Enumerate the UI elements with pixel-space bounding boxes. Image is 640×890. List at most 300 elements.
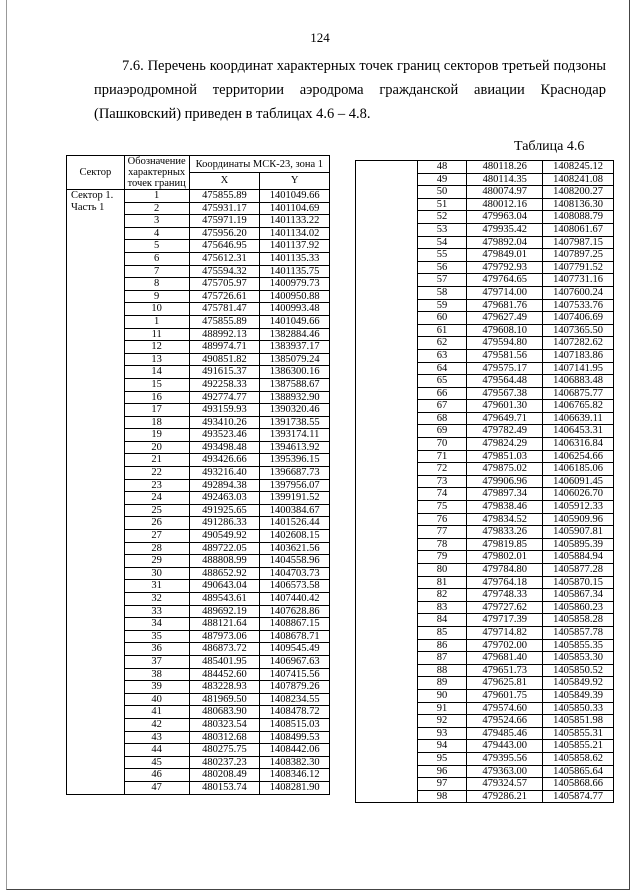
table-row: [356, 387, 614, 400]
point-number-cell: 47: [124, 781, 189, 794]
y-coordinate-cell: 1408245.12: [543, 161, 614, 174]
y-coordinate-cell: 1408281.90: [260, 781, 330, 794]
point-number-cell: 30: [124, 567, 189, 580]
y-coordinate-cell: 1406573.58: [260, 580, 330, 593]
table-row: [67, 190, 330, 203]
table-row: [356, 727, 614, 740]
x-coordinate-cell: 479681.76: [467, 299, 543, 312]
table-row: [356, 186, 614, 199]
sector-cell-empty: [356, 576, 418, 589]
point-number-cell: 73: [417, 475, 467, 488]
header-coords: Координаты МСК-23, зона 1: [189, 156, 329, 173]
y-coordinate-cell: 1408499.53: [260, 731, 330, 744]
table-row: [356, 639, 614, 652]
y-coordinate-cell: 1406967.63: [260, 655, 330, 668]
x-coordinate-cell: 479834.52: [467, 513, 543, 526]
y-coordinate-cell: 1388932.90: [260, 391, 330, 404]
sector-cell-empty: [356, 551, 418, 564]
x-coordinate-cell: 493216.40: [189, 467, 260, 480]
y-coordinate-cell: 1407282.62: [543, 337, 614, 350]
sector-cell-empty: [356, 223, 418, 236]
sector-cell-empty: [356, 387, 418, 400]
point-number-cell: 95: [417, 752, 467, 765]
x-coordinate-cell: 479717.39: [467, 614, 543, 627]
table-row: [356, 198, 614, 211]
point-number-cell: 11: [124, 328, 189, 341]
x-coordinate-cell: 479363.00: [467, 765, 543, 778]
point-number-cell: 42: [124, 718, 189, 731]
x-coordinate-cell: 479702.00: [467, 639, 543, 652]
y-coordinate-cell: 1407365.50: [543, 324, 614, 337]
point-number-cell: 71: [417, 450, 467, 463]
y-coordinate-cell: 1408515.03: [260, 718, 330, 731]
y-coordinate-cell: 1407600.24: [543, 286, 614, 299]
point-number-cell: 16: [124, 391, 189, 404]
left-table-body: [67, 190, 330, 795]
y-coordinate-cell: 1407533.76: [543, 299, 614, 312]
sector-cell-empty: [356, 261, 418, 274]
point-number-cell: 49: [417, 173, 467, 186]
sector-cell-empty: [356, 286, 418, 299]
x-coordinate-cell: 480074.97: [467, 186, 543, 199]
point-number-cell: 27: [124, 530, 189, 543]
point-number-cell: 57: [417, 274, 467, 287]
y-coordinate-cell: 1397956.07: [260, 479, 330, 492]
table-row: [356, 689, 614, 702]
point-number-cell: 38: [124, 668, 189, 681]
x-coordinate-cell: 479286.21: [467, 790, 543, 803]
x-coordinate-cell: 488121.64: [189, 618, 260, 631]
y-coordinate-cell: 1406883.48: [543, 375, 614, 388]
x-coordinate-cell: 490643.04: [189, 580, 260, 593]
table-row: [356, 249, 614, 262]
y-coordinate-cell: 1406254.66: [543, 450, 614, 463]
x-coordinate-cell: 480323.54: [189, 718, 260, 731]
y-coordinate-cell: 1405865.64: [543, 765, 614, 778]
x-coordinate-cell: 475956.20: [189, 227, 260, 240]
x-coordinate-cell: 489692.19: [189, 605, 260, 618]
sector-cell-empty: [356, 752, 418, 765]
sector-cell-empty: [356, 689, 418, 702]
sector-cell-empty: [356, 564, 418, 577]
sector-cell-empty: [356, 438, 418, 451]
sector-cell-empty: [356, 589, 418, 602]
point-number-cell: 75: [417, 501, 467, 514]
point-number-cell: 59: [417, 299, 467, 312]
x-coordinate-cell: 488652.92: [189, 567, 260, 580]
y-coordinate-cell: 1400993.48: [260, 303, 330, 316]
x-coordinate-cell: 492774.77: [189, 391, 260, 404]
y-coordinate-cell: 1404558.96: [260, 555, 330, 568]
x-coordinate-cell: 479792.93: [467, 261, 543, 274]
table-row: [356, 412, 614, 425]
table-row: [356, 551, 614, 564]
point-number-cell: 56: [417, 261, 467, 274]
table-row: [356, 626, 614, 639]
sector-cell-empty: [356, 362, 418, 375]
y-coordinate-cell: 1386300.16: [260, 366, 330, 379]
table-row: [356, 450, 614, 463]
y-coordinate-cell: 1405855.35: [543, 639, 614, 652]
sector-cell-empty: [356, 375, 418, 388]
x-coordinate-cell: 492463.03: [189, 492, 260, 505]
table-row: [356, 664, 614, 677]
y-coordinate-cell: 1401526.44: [260, 517, 330, 530]
sector-cell-empty: [356, 664, 418, 677]
x-coordinate-cell: 492258.33: [189, 378, 260, 391]
table-row: [356, 677, 614, 690]
y-coordinate-cell: 1408442.06: [260, 744, 330, 757]
sector-cell-empty: [356, 778, 418, 791]
sector-cell-empty: [356, 501, 418, 514]
x-coordinate-cell: 475612.31: [189, 252, 260, 265]
x-coordinate-cell: 479651.73: [467, 664, 543, 677]
point-number-cell: 69: [417, 425, 467, 438]
x-coordinate-cell: 479764.65: [467, 274, 543, 287]
sector-cell-empty: [356, 526, 418, 539]
sector-cell-empty: [356, 211, 418, 224]
x-coordinate-cell: 475594.32: [189, 265, 260, 278]
point-number-cell: 72: [417, 463, 467, 476]
x-coordinate-cell: 479681.40: [467, 652, 543, 665]
heading-line-1: 7.6. Перечень координат характерных точек границ секторов третьей подзоны: [122, 58, 606, 74]
point-number-cell: 22: [124, 467, 189, 480]
x-coordinate-cell: 475646.95: [189, 240, 260, 253]
x-coordinate-cell: 479838.46: [467, 501, 543, 514]
y-coordinate-cell: 1408241.08: [543, 173, 614, 186]
sector-cell-empty: [356, 274, 418, 287]
point-number-cell: 93: [417, 727, 467, 740]
x-coordinate-cell: 479443.00: [467, 740, 543, 753]
point-number-cell: 17: [124, 404, 189, 417]
sector-cell-empty: [356, 626, 418, 639]
table-row: [356, 475, 614, 488]
point-number-cell: 90: [417, 689, 467, 702]
x-coordinate-cell: 479782.49: [467, 425, 543, 438]
sector-cell-empty: [356, 488, 418, 501]
x-coordinate-cell: 480012.16: [467, 198, 543, 211]
x-coordinate-cell: 480118.26: [467, 161, 543, 174]
point-number-cell: 10: [124, 303, 189, 316]
y-coordinate-cell: 1408200.27: [543, 186, 614, 199]
point-number-cell: 20: [124, 441, 189, 454]
x-coordinate-cell: 479395.56: [467, 752, 543, 765]
x-coordinate-cell: 479784.80: [467, 564, 543, 577]
y-coordinate-cell: 1402608.15: [260, 530, 330, 543]
table-row: [356, 261, 614, 274]
point-number-cell: 65: [417, 375, 467, 388]
y-coordinate-cell: 1393174.11: [260, 429, 330, 442]
sector-cell-empty: [356, 161, 418, 174]
x-coordinate-cell: 475855.89: [189, 190, 260, 203]
table-row: [356, 501, 614, 514]
x-coordinate-cell: 480275.75: [189, 744, 260, 757]
point-number-cell: 66: [417, 387, 467, 400]
table-row: [356, 236, 614, 249]
x-coordinate-cell: 479594.80: [467, 337, 543, 350]
y-coordinate-cell: 1405860.23: [543, 601, 614, 614]
y-coordinate-cell: 1401134.02: [260, 227, 330, 240]
point-number-cell: 52: [417, 211, 467, 224]
point-number-cell: 80: [417, 564, 467, 577]
y-coordinate-cell: 1406091.45: [543, 475, 614, 488]
table-row: [356, 601, 614, 614]
x-coordinate-cell: 479963.04: [467, 211, 543, 224]
table-row: [356, 362, 614, 375]
y-coordinate-cell: 1382884.46: [260, 328, 330, 341]
y-coordinate-cell: 1406185.06: [543, 463, 614, 476]
point-number-cell: 54: [417, 236, 467, 249]
point-number-cell: 68: [417, 412, 467, 425]
x-coordinate-cell: 488808.99: [189, 555, 260, 568]
point-number-cell: 92: [417, 715, 467, 728]
y-coordinate-cell: 1403621.56: [260, 542, 330, 555]
y-coordinate-cell: 1405858.28: [543, 614, 614, 627]
coordinates-table-left: [66, 155, 330, 795]
y-coordinate-cell: 1400384.67: [260, 504, 330, 517]
x-coordinate-cell: 479567.38: [467, 387, 543, 400]
x-coordinate-cell: 479627.49: [467, 312, 543, 325]
point-number-cell: 82: [417, 589, 467, 602]
point-number-cell: 8: [124, 278, 189, 291]
y-coordinate-cell: 1401104.69: [260, 202, 330, 215]
sector-cell: Сектор 1. Часть 1: [67, 190, 125, 795]
x-coordinate-cell: 489722.05: [189, 542, 260, 555]
point-number-cell: 33: [124, 605, 189, 618]
x-coordinate-cell: 475705.97: [189, 278, 260, 291]
x-coordinate-cell: 493426.66: [189, 454, 260, 467]
x-coordinate-cell: 479802.01: [467, 551, 543, 564]
sector-cell-empty: [356, 740, 418, 753]
point-number-cell: 5: [124, 240, 189, 253]
x-coordinate-cell: 489974.71: [189, 341, 260, 354]
sector-cell-empty: [356, 790, 418, 803]
y-coordinate-cell: 1407731.16: [543, 274, 614, 287]
point-number-cell: 13: [124, 353, 189, 366]
y-coordinate-cell: 1405870.15: [543, 576, 614, 589]
point-number-cell: 34: [124, 618, 189, 631]
sector-cell-empty: [356, 614, 418, 627]
y-coordinate-cell: 1394613.92: [260, 441, 330, 454]
y-coordinate-cell: 1405867.34: [543, 589, 614, 602]
point-number-cell: 43: [124, 731, 189, 744]
point-number-cell: 23: [124, 479, 189, 492]
y-coordinate-cell: 1401137.92: [260, 240, 330, 253]
y-coordinate-cell: 1405895.39: [543, 538, 614, 551]
heading-line-3: (Пашковский) приведен в таблицах 4.6 – 4.8.: [94, 106, 371, 122]
point-number-cell: 1: [124, 190, 189, 203]
point-number-cell: 74: [417, 488, 467, 501]
x-coordinate-cell: 480114.35: [467, 173, 543, 186]
point-number-cell: 21: [124, 454, 189, 467]
y-coordinate-cell: 1406875.77: [543, 387, 614, 400]
x-coordinate-cell: 479875.02: [467, 463, 543, 476]
x-coordinate-cell: 479608.10: [467, 324, 543, 337]
sector-cell-empty: [356, 601, 418, 614]
x-coordinate-cell: 479625.81: [467, 677, 543, 690]
sector-cell-empty: [356, 450, 418, 463]
sector-cell-empty: [356, 299, 418, 312]
header-y: Y: [260, 173, 330, 190]
x-coordinate-cell: 493523.46: [189, 429, 260, 442]
sector-cell-empty: [356, 652, 418, 665]
sector-cell-empty: [356, 463, 418, 476]
right-table-body: [356, 161, 614, 803]
point-number-cell: 86: [417, 639, 467, 652]
x-coordinate-cell: 479324.57: [467, 778, 543, 791]
point-number-cell: 50: [417, 186, 467, 199]
point-number-cell: 9: [124, 290, 189, 303]
point-number-cell: 28: [124, 542, 189, 555]
y-coordinate-cell: 1408234.55: [260, 693, 330, 706]
sector-cell-empty: [356, 337, 418, 350]
point-number-cell: 87: [417, 652, 467, 665]
y-coordinate-cell: 1408867.15: [260, 618, 330, 631]
sector-cell-empty: [356, 425, 418, 438]
table-row: [356, 589, 614, 602]
x-coordinate-cell: 491286.33: [189, 517, 260, 530]
table-row: [356, 299, 614, 312]
point-number-cell: 26: [124, 517, 189, 530]
sector-cell-empty: [356, 312, 418, 325]
table-row: [356, 223, 614, 236]
x-coordinate-cell: 479581.56: [467, 349, 543, 362]
sector-cell-empty: [356, 198, 418, 211]
point-number-cell: 41: [124, 706, 189, 719]
sector-cell-empty: [356, 727, 418, 740]
table-row: [356, 702, 614, 715]
y-coordinate-cell: 1405850.52: [543, 664, 614, 677]
x-coordinate-cell: 475726.61: [189, 290, 260, 303]
table-row: [356, 576, 614, 589]
y-coordinate-cell: 1395396.15: [260, 454, 330, 467]
x-coordinate-cell: 479819.85: [467, 538, 543, 551]
sector-cell-empty: [356, 412, 418, 425]
x-coordinate-cell: 483228.93: [189, 681, 260, 694]
y-coordinate-cell: 1407879.26: [260, 681, 330, 694]
x-coordinate-cell: 486873.72: [189, 643, 260, 656]
table-row: [356, 790, 614, 803]
point-number-cell: 76: [417, 513, 467, 526]
x-coordinate-cell: 488992.13: [189, 328, 260, 341]
y-coordinate-cell: 1407987.15: [543, 236, 614, 249]
x-coordinate-cell: 493498.48: [189, 441, 260, 454]
point-number-cell: 48: [417, 161, 467, 174]
point-number-cell: 94: [417, 740, 467, 753]
y-coordinate-cell: 1405884.94: [543, 551, 614, 564]
table-row: [356, 752, 614, 765]
y-coordinate-cell: 1387588.67: [260, 378, 330, 391]
table-row: [356, 211, 614, 224]
x-coordinate-cell: 490549.92: [189, 530, 260, 543]
y-coordinate-cell: 1408346.12: [260, 769, 330, 782]
x-coordinate-cell: 493410.26: [189, 416, 260, 429]
table-row: [356, 488, 614, 501]
table-row: [356, 765, 614, 778]
point-number-cell: 64: [417, 362, 467, 375]
table-row: [356, 526, 614, 539]
table-row: [356, 312, 614, 325]
y-coordinate-cell: 1407406.69: [543, 312, 614, 325]
table-row: [356, 513, 614, 526]
x-coordinate-cell: 479574.60: [467, 702, 543, 715]
y-coordinate-cell: 1405909.96: [543, 513, 614, 526]
table-row: [356, 161, 614, 174]
x-coordinate-cell: 487973.06: [189, 630, 260, 643]
x-coordinate-cell: 475781.47: [189, 303, 260, 316]
point-number-cell: 81: [417, 576, 467, 589]
y-coordinate-cell: 1385079.24: [260, 353, 330, 366]
x-coordinate-cell: 481969.50: [189, 693, 260, 706]
y-coordinate-cell: 1405877.28: [543, 564, 614, 577]
point-number-cell: 78: [417, 538, 467, 551]
table-row: [356, 425, 614, 438]
point-number-cell: 29: [124, 555, 189, 568]
x-coordinate-cell: 479485.46: [467, 727, 543, 740]
table-row: [356, 400, 614, 413]
point-number-cell: 7: [124, 265, 189, 278]
point-number-cell: 88: [417, 664, 467, 677]
point-number-cell: 6: [124, 252, 189, 265]
point-number-cell: 61: [417, 324, 467, 337]
point-number-cell: 37: [124, 655, 189, 668]
point-number-cell: 51: [417, 198, 467, 211]
point-number-cell: 84: [417, 614, 467, 627]
x-coordinate-cell: 479714.82: [467, 626, 543, 639]
y-coordinate-cell: 1405855.31: [543, 727, 614, 740]
y-coordinate-cell: 1408478.72: [260, 706, 330, 719]
sector-cell-empty: [356, 538, 418, 551]
x-coordinate-cell: 475855.89: [189, 315, 260, 328]
y-coordinate-cell: 1409545.49: [260, 643, 330, 656]
section-heading: [94, 54, 606, 126]
point-number-cell: 63: [417, 349, 467, 362]
point-number-cell: 44: [124, 744, 189, 757]
y-coordinate-cell: 1405857.78: [543, 626, 614, 639]
table-row: [356, 564, 614, 577]
x-coordinate-cell: 479851.03: [467, 450, 543, 463]
point-number-cell: 53: [417, 223, 467, 236]
point-number-cell: 89: [417, 677, 467, 690]
x-coordinate-cell: 489543.61: [189, 593, 260, 606]
sector-cell-empty: [356, 715, 418, 728]
y-coordinate-cell: 1407791.52: [543, 261, 614, 274]
sector-cell-empty: [356, 186, 418, 199]
y-coordinate-cell: 1396687.73: [260, 467, 330, 480]
sector-cell-empty: [356, 324, 418, 337]
y-coordinate-cell: 1405912.33: [543, 501, 614, 514]
y-coordinate-cell: 1406453.31: [543, 425, 614, 438]
y-coordinate-cell: 1407141.95: [543, 362, 614, 375]
y-coordinate-cell: 1406765.82: [543, 400, 614, 413]
y-coordinate-cell: 1399191.52: [260, 492, 330, 505]
point-number-cell: 12: [124, 341, 189, 354]
x-coordinate-cell: 479714.00: [467, 286, 543, 299]
table-row: [356, 538, 614, 551]
point-number-cell: 4: [124, 227, 189, 240]
y-coordinate-cell: 1391738.55: [260, 416, 330, 429]
point-number-cell: 58: [417, 286, 467, 299]
y-coordinate-cell: 1404703.73: [260, 567, 330, 580]
y-coordinate-cell: 1406316.84: [543, 438, 614, 451]
x-coordinate-cell: 479748.33: [467, 589, 543, 602]
point-number-cell: 45: [124, 756, 189, 769]
y-coordinate-cell: 1400979.73: [260, 278, 330, 291]
table-row: [356, 173, 614, 186]
y-coordinate-cell: 1407897.25: [543, 249, 614, 262]
y-coordinate-cell: 1408061.67: [543, 223, 614, 236]
sector-cell-empty: [356, 249, 418, 262]
